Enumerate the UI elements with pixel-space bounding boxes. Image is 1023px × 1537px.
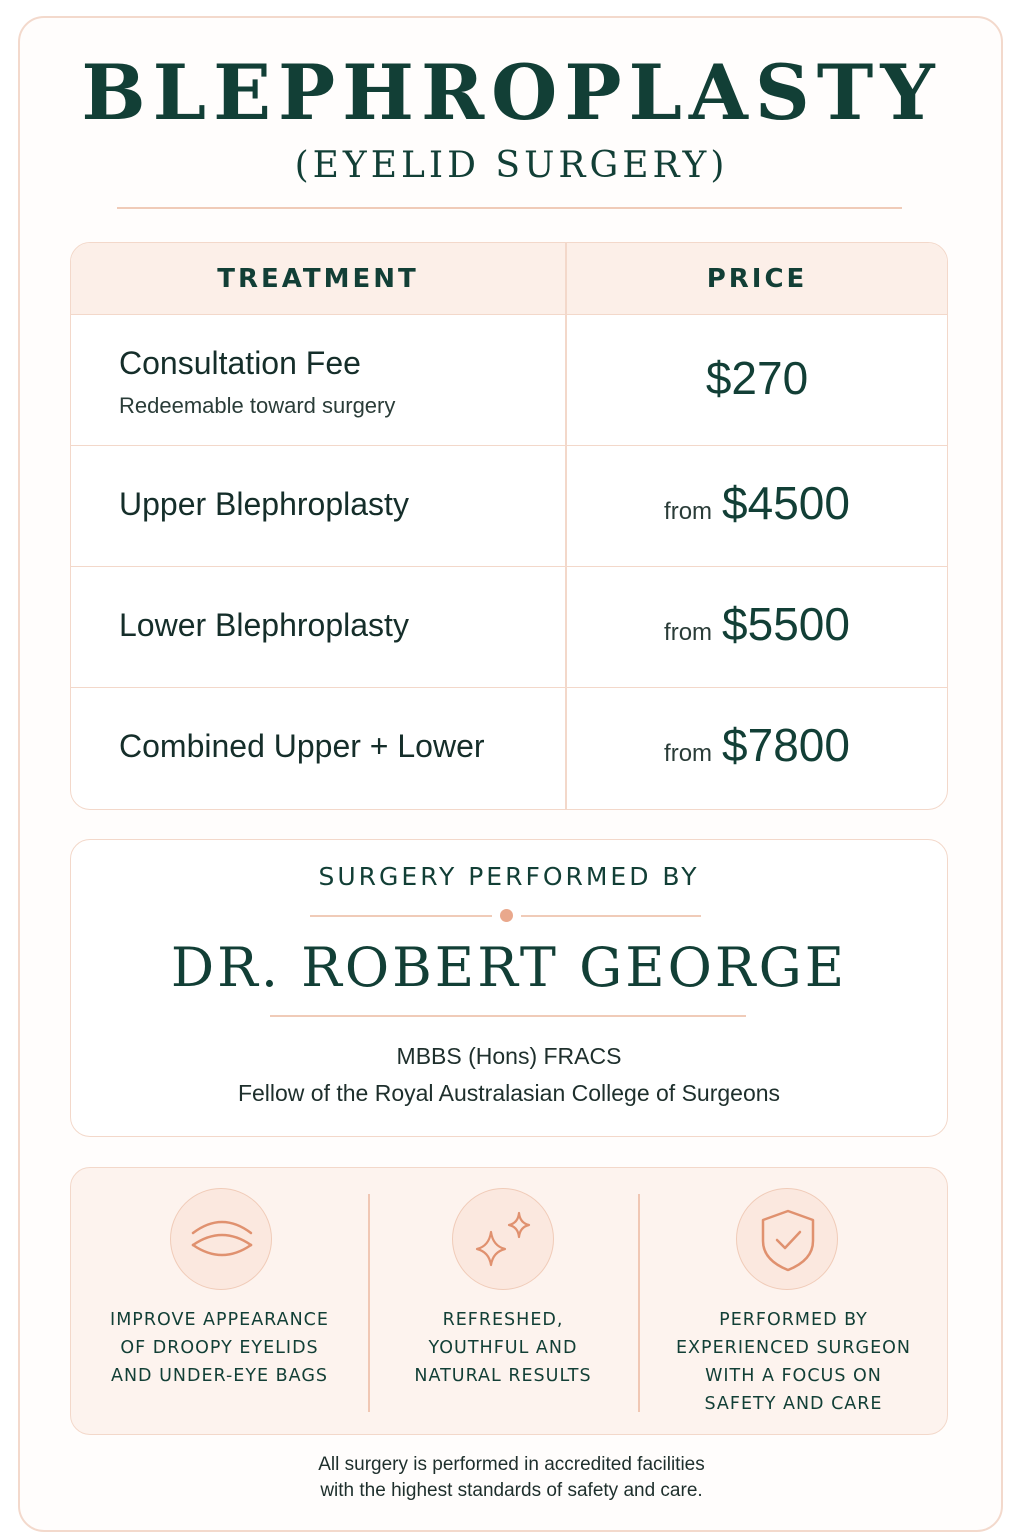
table-row [71,315,947,446]
price-value: $270 [705,352,809,404]
feature-item [71,1168,368,1434]
eye-icon [170,1188,272,1290]
feature-line: SAFETY AND CARE [704,1394,883,1414]
feature-text [368,1306,638,1390]
feature-line: IMPROVE APPEARANCE [110,1310,329,1330]
price-prefix: from [664,740,713,767]
column-header-price: PRICE [706,264,808,294]
performed-by-label: SURGERY PERFORMED BY [318,862,700,891]
treatment-note: Redeemable toward surgery [119,393,396,418]
features-panel [70,1167,948,1435]
treatment-price [565,351,948,405]
surgeon-divider [270,1015,746,1017]
price-value: $7800 [722,719,850,771]
feature-text [638,1306,949,1418]
feature-line: YOUTHFUL AND [428,1338,578,1358]
price-value: $4500 [722,477,850,529]
table-row [71,567,947,688]
feature-line: OF DROOPY EYELIDS [120,1338,319,1358]
price-prefix: from [664,498,713,525]
feature-line: REFRESHED, [442,1310,564,1330]
table-row [71,446,947,567]
sparkle-icon [452,1188,554,1290]
table-header [71,243,947,315]
surgeon-credentials: MBBS (Hons) FRACS [396,1043,622,1069]
surgeon-card [70,839,948,1137]
treatment-price [565,597,948,651]
ornament-line-right [521,915,701,917]
price-value: $5500 [722,598,850,650]
feature-item [638,1168,949,1434]
treatment-price [565,718,948,772]
footer-note [0,1452,1023,1504]
title-divider [117,207,902,209]
feature-line: NATURAL RESULTS [414,1366,592,1386]
shield-check-icon [736,1188,838,1290]
footer-line: with the highest standards of safety and care. [320,1480,703,1501]
surgeon-name: DR. ROBERT GEORGE [170,936,848,999]
feature-line: WITH A FOCUS ON [705,1366,882,1386]
treatment-name: Lower Blephroplasty [119,607,409,643]
price-table [70,242,948,810]
feature-item [368,1168,638,1434]
feature-line: EXPERIENCED SURGEON [676,1338,911,1358]
surgeon-fellowship: Fellow of the Royal Australasian College of Surgeons [237,1080,781,1106]
treatment-name: Combined Upper + Lower [119,728,485,764]
treatment-name: Upper Blephroplasty [119,486,409,522]
feature-text [71,1306,368,1390]
page-subtitle: (EYELID SURGERY) [294,145,729,186]
feature-line: AND UNDER-EYE BAGS [110,1366,328,1386]
price-prefix: from [664,619,713,646]
treatment-name: Consultation Fee [119,345,361,381]
ornament-line-left [310,915,492,917]
feature-line: PERFORMED BY [719,1310,868,1330]
treatment-price [565,476,948,530]
table-row [71,688,947,810]
page-title: BLEPHROPLASTY [81,48,942,137]
column-header-treatment: TREATMENT [217,264,419,294]
ornament-dot [500,909,513,922]
footer-line: All surgery is performed in accredited facilities [318,1454,705,1475]
